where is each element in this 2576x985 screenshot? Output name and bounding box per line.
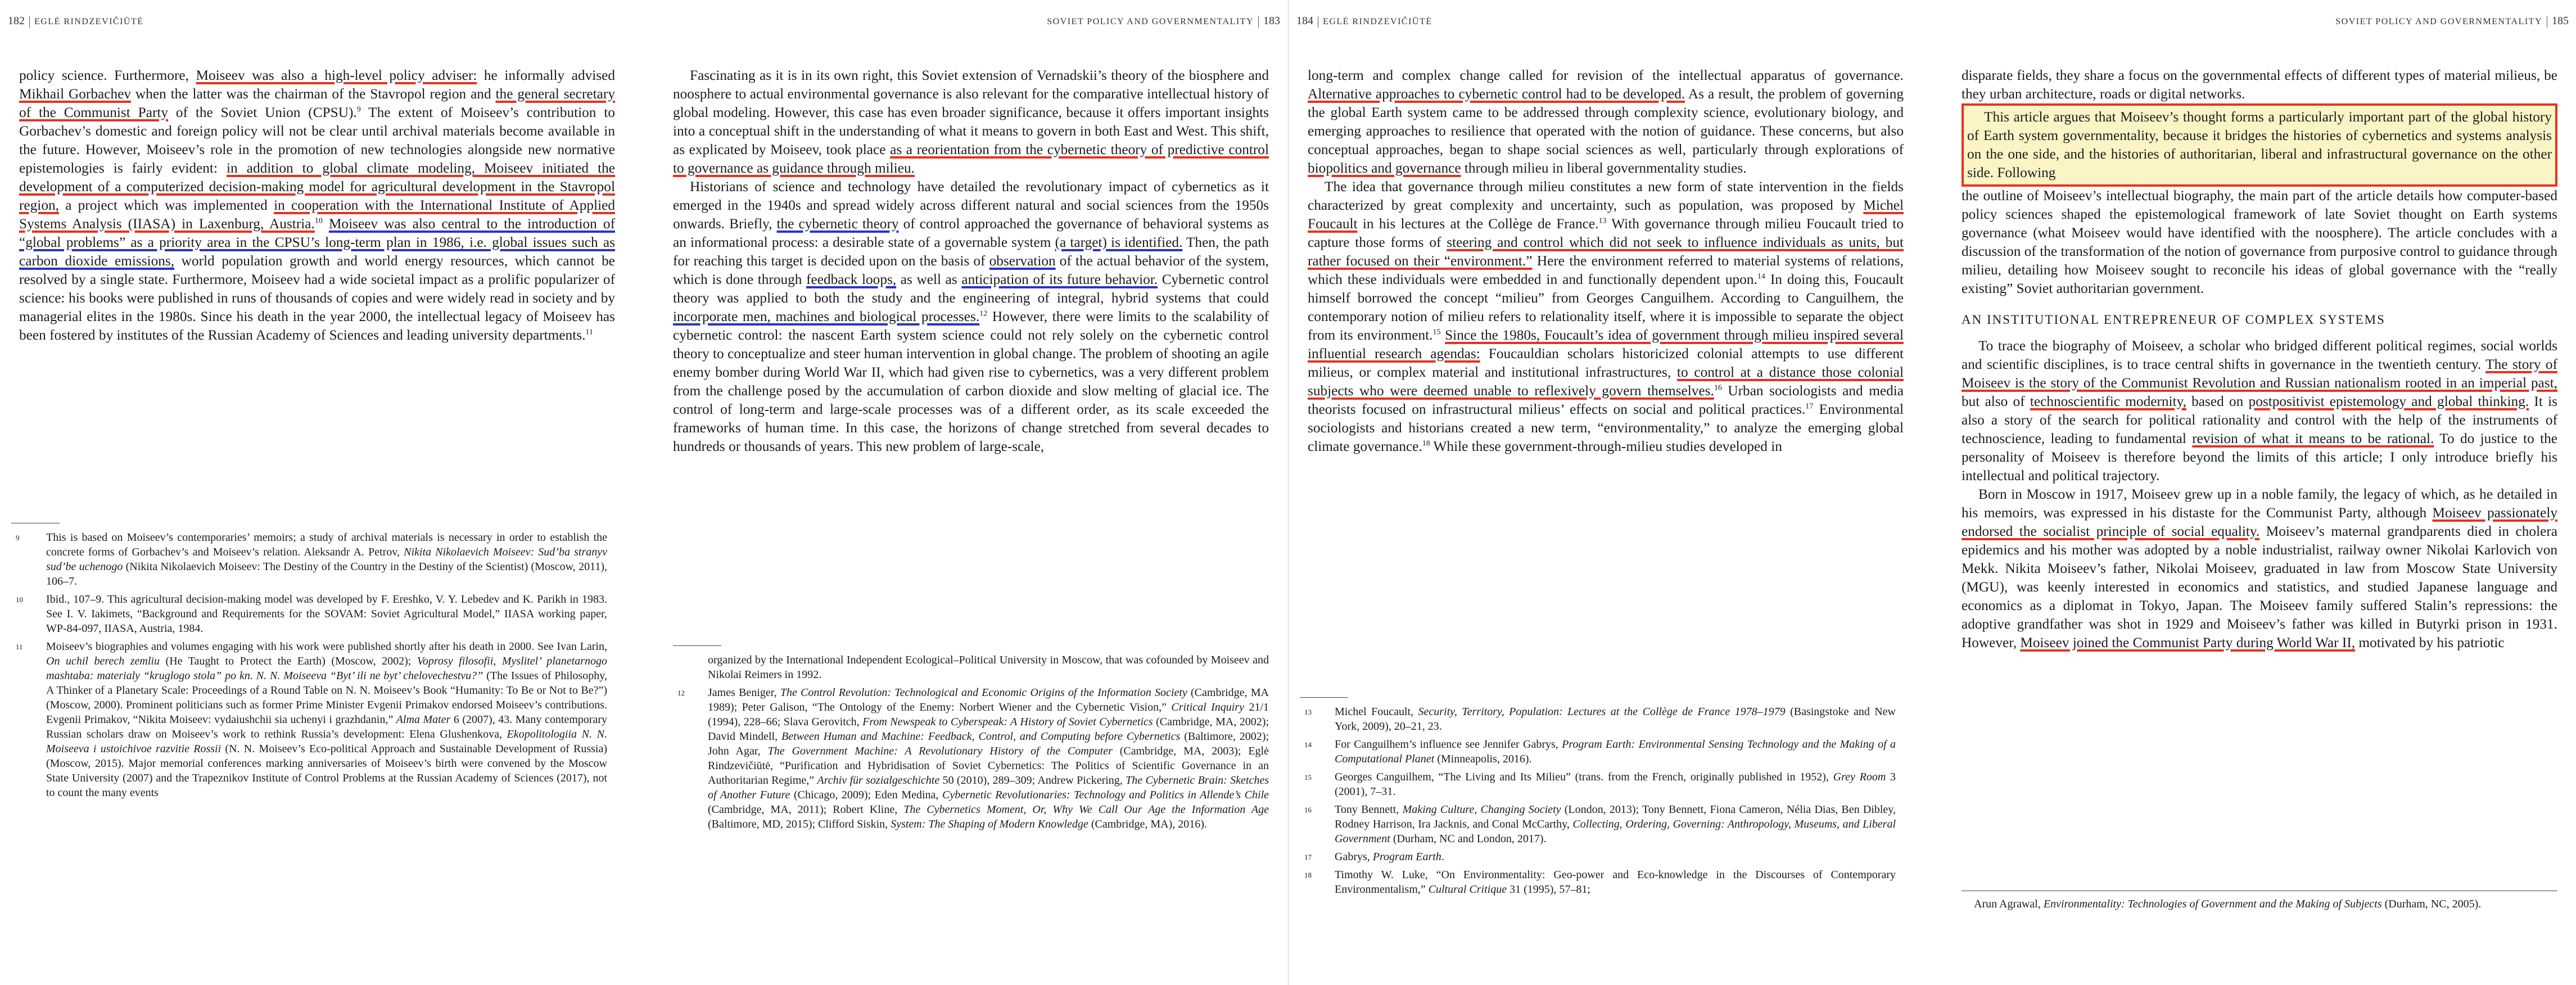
footnote: 16 Tony Bennett, Making Culture, Changing Society (London, 2013); Tony Bennett, Fiona Cameron, Nélia Dias, Ben Dibley, Rodney Harrison, Ira Jacknis, and Conal McCarthy, Collecting, Ordering, Governing: Anthropology, Museums, and Liberal Government (Durham, NC and London, 2017). (1304, 803, 1896, 845)
footnote-rule (1300, 697, 1348, 698)
footnote: 14 For Canguilhem’s influence see Jennifer Gabrys, Program Earth: Environmental Sensing Technology and the Making of a Computational Planet (Minneapolis, 2016). (1304, 738, 1896, 765)
paragraph: To trace the biography of Moiseev, a scholar who bridged different political regimes, social worlds and scientific disciplines, is to trace central shifts in governance in the twentieth century. The story of Moiseev is the story of the Communist Revolution and Russian nationalism rooted in an imperial past, but also of technoscientific modernity, based on postpositivist epistemology and global thinking. It is also a story of the search for political rationality and control with the help of the instruments of technoscience, leading to fundamental revision of what it means to be rational. To do justice to the personality of Moiseev is therefore beyond the limits of this article; I only introduce briefly his intellectual and political trajectory. (1962, 338, 2557, 484)
footnotes-col-4 (1962, 891, 2557, 915)
footnote: 12 James Beniger, The Control Revolution: Technological and Economic Origins of the Information Society (Cambridge, MA 1989); Peter Galison, “The Ontology of the Enemy: Norbert Wiener and the Cybernetic Vision,” Critical Inquiry 21/1 (1994), 228–66; Slava Gerovitch, From Newspeak to Cyberspeak: A History of Soviet Cybernetics (Cambridge, MA, 2002); David Mindell, Between Human and Machine: Feedback, Control, and Computing before Cybernetics (Baltimore, 2002); John Agar, The Government Machine: A Revolutionary History of the Computer (Cambridge, MA, 2003); Eglė Rindzevičiūtė, “Purification and Hybridisation of Soviet Cybernetics: The Politics of Scientific Governance in an Authoritarian Regime,” Archiv für sozialgeschichte 50 (2010), 289–309; Andrew Pickering, The Cybernetic Brain: Sketches of Another Future (Chicago, 2009); Eden Medina, Cybernetic Revolutionaries: Technology and Politics in Allende’s Chile (Cambridge, MA, 2011); Robert Kline, The Cybernetics Moment, Or, Why We Call Our Age the Information Age (Baltimore, MD, 2015); Clifford Siskin, System: The Shaping of Modern Knowledge (Cambridge, MA), 2016). (677, 686, 1269, 830)
running-head-author: EGLĖ RINDZEVIČIŪTĖ (1323, 17, 1432, 26)
paragraph: The idea that governance through milieu constitutes a new form of state intervention in the fields characterized by great complexity and uncertainty, such as population, was proposed by Michel Foucault in his lectures at the Collège de France.$^{13}$ With governance through milieu Foucault tried to capture those forms of steering and control which did not seek to influence individuals as units, but rather focused on their “environment.” Here the environment referred to material systems of relations, which these individuals were embedded in and functionally dependent upon.$^{14}$ In doing this, Foucault himself borrowed the concept “milieu” from Georges Canguilhem. According to Canguilhem, the contemporary notion of milieu refers to relationality itself, where it is impossible to separate the object from its environment.$^{15}$ Since the 1980s, Foucault’s idea of government through milieu inspired several influential research agendas: Foucauldian scholars historicized colonial attempts to use different milieus, or complex material and institutional infrastructures, to control at a distance those colonial subjects who were deemed unable to reflexively govern themselves.$^{16}$ Urban sociologists and media theorists focused on infrastructural milieus’ effects on social and political practices.$^{17}$ Environmental sociologists and historians created a new term, “environmentality,” to analyze the emerging global climate governance.$^{18}$ While these government-through-milieu studies developed in (1308, 179, 1904, 454)
paragraph: long-term and complex change called for revision of the intellectual apparatus of governance. Alternative approaches to cybernetic control had to be developed. As a result, the problem of governing the global Earth system came to be addressed through complexity science, evolutionary biology, and emerging approaches to resilience that operated with the notion of guidance. These concerns, but also conceptual approaches, began to shape social sciences as well, particularly through explorations of biopolitics and governance through milieu in liberal governmentality studies. (1308, 67, 1904, 176)
text-column-3 (1308, 66, 1904, 456)
footnote: 13 Michel Foucault, Security, Territory, Population: Lectures at the Collège de France 1978–1979 (Basingstoke and New York, 2009), 20–21, 23. (1304, 706, 1896, 733)
paragraph: Born in Moscow in 1917, Moiseev grew up in a noble family, the legacy of which, as he detailed in his memoirs, was expressed in his distaste for the Communist Party, although Moiseev passionately endorsed the socialist principle of social equality. Moiseev’s maternal grandparents died in cholera epidemics and his mother was adopted by a noble industrialist, railway owner Nikolai Karlovich von Mekk. Nikita Moiseev’s father, Nikolai Moiseev, graduated in law from Moscow State University (MGU), was keenly interested in economics and statistics, and studied Japanese language and economics as a diplomat in Tokyo, Japan. The Moiseev family suffered Stalin’s repressions: the adoptive grandfather was shot in 1929 and Moiseev’s father was killed in Butyrki prison in 1931. However, Moiseev joined the Communist Party during World War II, motivated by his patriotic (1962, 486, 2557, 650)
paragraph: disparate fields, they share a focus on the governmental effects of different types of material milieus, be they urban architecture, roads or digital networks. (1962, 67, 2557, 102)
section-heading: AN INSTITUTIONAL ENTREPRENEUR OF COMPLEX SYSTEMS (1962, 313, 2385, 327)
footnote: 17 Gabrys, Program Earth. (1304, 851, 1444, 863)
paragraph: the outline of Moiseev’s intellectual biography, the main part of the article details how computer-based policy sciences shaped the epistemological framework of late Soviet thought on Earth systems governance (what Moiseev would have identified with the noosphere). The article concludes with a discussion of the transformation of the notion of governance from purposive control to guidance through milieu, detailing how Moiseev sought to reconcile his ideas of global governance with the “really existing” Soviet authoritarian government. (1962, 188, 2557, 296)
highlighted-passage: This article argues that Moiseev’s thought forms a particularly important part of the global history of Earth system governmentality, because it bridges the histories of cybernetics and systems analysis on the one side, and the histories of authoritarian, liberal and infrastructural governance on the other side. Following (1962, 103, 2557, 187)
spread-right (1288, 0, 2576, 985)
footnote: 11 Moiseev’s biographies and volumes engaging with his work were published shortly after his death in 2000. See Ivan Larin, On uchil berech zemliu (He Taught to Protect the Earth) (Moscow, 2002); Voprosy filosofii, Myslitel’ planetarnogo mashtaba: materialy “kruglogo stola” po kn. N. N. Moiseeva “Byt’ ili ne byt’ chelovechestvu?” (The Issues of Philosophy, A Thinker of a Planetary Scale: Proceedings of a Round Table on N. N. Moiseev’s Book “Humanity: To Be or Not to Be?”) (Moscow, 2000). Prominent politicians such as former Prime Minister Evgenii Primakov endorsed Moiseev’s contributions. Evgenii Primakov, “Nikita Moiseev: vydaiushchii sia uchenyi i grazhdanin,” Alma Mater 6 (2007), 43. Many contemporary Russian scholars draw on Moiseev’s work to rethink Russia’s development: Elena Glushenkova, Ekopolitologiia N. N. Moiseeva i ustoichivoe razvitie Rossii (N. N. Moiseev’s Eco-political Approach and Sustainable Development of Russia) (Moscow, 2015). Major memorial conferences marking anniversaries of Moiseev’s birth were convened by the Moscow State University (2007) and the Trapeznikov Institute of Control Problems at the Russian Academy of Sciences (2017), not to count the many events (16, 640, 608, 799)
paragraph: Historians of science and technology have detailed the revolutionary impact of cybernetics as it emerged in the 1940s and spread widely across different natural and social sciences from the 1950s onwards. Briefly, the cybernetic theory of control approached the governance of behavioral systems as an informational process: a desirable state of a governable system (a target) is identified. Then, the path for reaching this target is decided upon on the basis of observation of the actual behavior of the system, which is done through feedback loops, as well as anticipation of its future behavior. Cybernetic control theory was applied to both the study and the engineering of integral, hybrid systems that could incorporate men, machines and biological processes.$^{12}$ However, there were limits to the scalability of cybernetic control: the nascent Earth system science could not rely solely on the cybernetic control theory to conceptualize and steer human intervention in global change. The problem of shooting an agile enemy bomber during World War II, which had given rise to cybernetics, was a very different problem from the challenge posed by the accumulation of carbon dioxide and slow melting of glacial ice. The control of long-term and large-scale processes was of a different order, as its scale exceeded the frameworks of human time. In this case, the horizons of change stretched from several decades to hundreds or thousands of years. This new problem of large-scale, (673, 179, 1269, 454)
page-number: 184 (1296, 15, 1313, 27)
footnote: Arun Agrawal, Environmentality: Technologies of Government and the Making of Subjects (Durham, NC, 2005). (1962, 891, 2557, 911)
footnotes-col-3 (1300, 697, 1896, 900)
running-head-right (1047, 15, 1280, 28)
footnote: 10 Ibid., 107–9. This agricultural decision-making model was developed by F. Ereshko, V. Y. Lebedev and K. Parikh in 1983. See I. V. Iakimets, “Background and Requirements for the SOVAM: Soviet Agricultural Model,” IIASA working paper, WP-84-097, IIASA, Austria, 1984. (16, 593, 607, 635)
footnote-rule (673, 645, 721, 646)
footnote: 15 Georges Canguilhem, “The Living and Its Milieu” (trans. from the French, originally published in 1952), Grey Room 3 (2001), 7–31. (1304, 771, 1896, 798)
paragraph: policy science. Furthermore, Moiseev was also a high-level policy adviser: he informally advised Mikhail Gorbachev when the latter was the chairman of the Stavropol region and the general secretary of the Communist Party of the Soviet Union (CPSU).$^9$ The extent of Moiseev’s contribution to Gorbachev’s domestic and foreign policy will not be clear until archival materials become available in the future. However, Moiseev’s role in the promotion of new technologies alongside new normative epistemologies is fairly evident: in addition to global climate modeling, Moiseev initiated the development of a computerized decision-making model for agricultural development in the Stavropol region, a project which was implemented in cooperation with the International Institute of Applied Systems Analysis (IIASA) in Laxenburg, Austria.$^{10}$ Moiseev was also central to the introduction of “global problems” as a priority area in the CPSU’s long-term plan in 1986, i.e. global issues such as carbon dioxide emissions, world population growth and world energy resources, which cannot be resolved by a single state. Furthermore, Moiseev had a wide societal impact as a prolific popularizer of science: his books were published in runs of thousands of copies and were widely read in society and by managerial elites in the 1980s. Since his death in the year 2000, the intellectual legacy of Moiseev has been fostered by institutes of the Russian Academy of Sciences and leading university departments.$^{11}$ (19, 67, 616, 343)
running-head-left (1296, 15, 1432, 28)
running-head-author: EGLĖ RINDZEVIČIŪTĖ (34, 17, 144, 26)
running-head-left (8, 15, 144, 28)
footnote: 9 This is based on Moiseev’s contemporaries’ memoirs; a study of archival materials is necessary in order to establish the concrete forms of Gorbachev’s and Moiseev’s relation. Aleksandr A. Petrov, Nikita Nikolaevich Moiseev: Sud’ba stranyv sud’be uchenogo (Nikita Nikolaevich Moiseev: The Destiny of the Country in the Destiny of the Scientist) (Moscow, 2011), 106–7. (16, 531, 607, 588)
page-number: 182 (8, 15, 25, 27)
footnotes-col-1 (11, 523, 607, 803)
text-column-1 (19, 66, 615, 345)
running-head-title: SOVIET POLICY AND GOVERNMENTALITY (1047, 17, 1254, 26)
paragraph: Fascinating as it is in its own right, this Soviet extension of Vernadskii’s theory of the biosphere and noosphere to actual environmental governance is also relevant for the comparative intellectual history of global modeling. However, this case has even broader significance, because it offers important insights into a conceptual shift in the understanding of what it means to govern in both East and West. This shift, as explicated by Moiseev, took place as a reorientation from the cybernetic theory of predictive control to governance as guidance through milieu. (673, 67, 1269, 176)
page-number: 185 (2552, 15, 2569, 27)
text-column-2 (673, 66, 1269, 456)
running-head-right (2335, 15, 2569, 28)
running-head-title: SOVIET POLICY AND GOVERNMENTALITY (2335, 17, 2542, 26)
text-column-4 (1962, 66, 2557, 652)
footnote: organized by the International Independent Ecological–Political University in Moscow, that was cofounded by Moiseev and Nikolai Reimers in 1992. (708, 654, 1269, 681)
footnotes-col-2 (673, 645, 1269, 835)
footnote: 18 Timothy W. Luke, “On Environmentality: Geo-power and Eco-knowledge in the Discourses of Contemporary Environmentalism,” Cultural Critique 31 (1995), 57–81; (1304, 869, 1896, 896)
page-number: 183 (1263, 15, 1280, 27)
